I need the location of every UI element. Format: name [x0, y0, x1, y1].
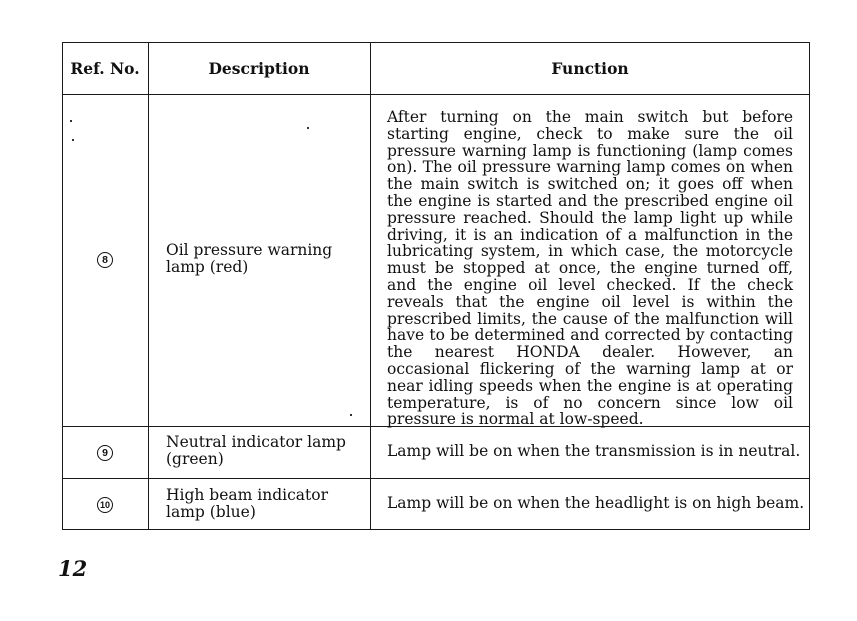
header-rule: [62, 94, 810, 95]
circled-number: 9: [97, 445, 113, 461]
scan-speck: [72, 139, 74, 141]
table-bottom-rule: [62, 529, 810, 530]
table-right-rule: [809, 42, 810, 530]
circled-number: 10: [97, 497, 113, 513]
function-high-beam-lamp: Lamp will be on when the headlight is on high beam.: [387, 494, 805, 512]
row-rule: [62, 478, 810, 479]
column-rule: [148, 42, 149, 530]
ref-number-9: [62, 443, 148, 463]
function-oil-pressure-lamp: After turning on the main switch but before starting engine, check to make sure the oil pressure warning lamp is functioning (lamp comes on). The oil pressure warning lamp comes on when the main switch is switched on; it goes off when the engine is started and the prescribed engine oil pressure reached. Should the lamp light up while driving, it is an indication of a malfunction in the lubricating system, in which case, the motorcycle must be stopped at once, the engine turned off, and the engine oil level checked. If the check reveals that the engine oil level is within the prescribed limits, the cause of the malfunction will have to be determined and corrected by contacting the nearest HONDA dealer. However, an occasional flickering of the warning lamp at or near idling speeds when the engine is at operating temperature, is of no concern since low oil pressure is normal at low-speed.: [387, 108, 793, 429]
header-ref-no: Ref. No.: [70, 58, 140, 78]
header-description: Description: [208, 58, 310, 78]
function-neutral-lamp: Lamp will be on when the transmission is in neutral.: [387, 442, 801, 460]
scan-speck: [70, 120, 72, 122]
page-number: 12: [58, 556, 88, 581]
description-neutral-lamp: Neutral indicator lamp (green): [166, 433, 346, 468]
circled-number: 8: [97, 252, 113, 268]
header-function: Function: [551, 58, 629, 78]
scan-speck: [350, 414, 352, 416]
indicator-table: [62, 42, 810, 530]
scan-speck: [307, 127, 309, 129]
description-oil-pressure-lamp: Oil pressure warning lamp (red): [166, 241, 333, 276]
ref-number-8: [62, 250, 148, 270]
column-rule: [370, 42, 371, 530]
ref-number-10: [62, 495, 148, 515]
description-high-beam-lamp: High beam indicator lamp (blue): [166, 486, 328, 521]
